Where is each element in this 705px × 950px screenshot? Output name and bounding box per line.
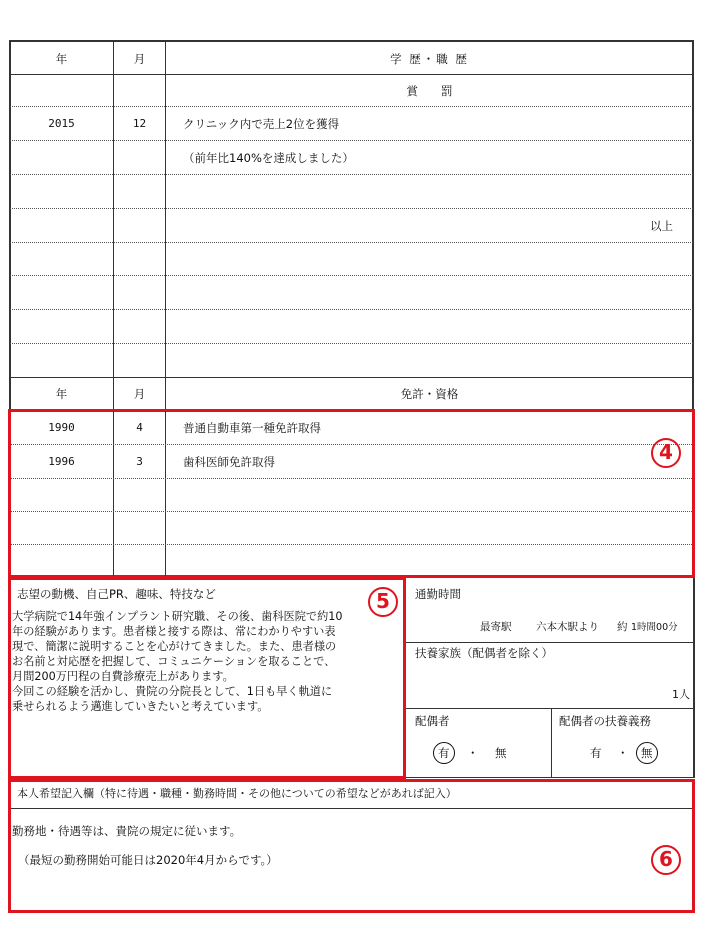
award-content: クリニック内で売上2位を獲得 (183, 117, 340, 131)
license-year-header: 年 (55, 387, 68, 401)
motivation-line: 現で、簡潔に説明することを心がけてきました。また、患者様の (12, 640, 337, 653)
header-rule (10, 74, 693, 75)
license-month: 3 (136, 455, 143, 468)
awards-title: 賞 罰 (406, 84, 453, 98)
dependents-count: 1人 (672, 688, 690, 701)
spouse-yes[interactable]: 有 (438, 746, 450, 760)
col-divider (165, 411, 166, 576)
wishes-label: 本人希望記入欄（特に待遇・職種・勤務時間・その他についての希望などがあれば記入） (17, 787, 457, 800)
spouse-support-no[interactable]: 無 (641, 746, 653, 760)
license-year: 1996 (48, 455, 75, 468)
row-rule (10, 242, 693, 243)
row-rule (10, 174, 693, 175)
license-content: 歯科医師免許取得 (183, 455, 275, 469)
license-month: 4 (136, 421, 143, 434)
motivation-label: 志望の動機、自己PR、趣味、特技など (17, 587, 216, 601)
commute-station: 六本木駅より (536, 621, 599, 633)
award-note: （前年比140%を達成しました） (183, 151, 354, 165)
row-rule (10, 208, 693, 209)
motivation-line: 大学病院で14年強インプラント研究職、その後、歯科医院で約10 (12, 610, 343, 623)
row-rule (10, 309, 693, 310)
commute-approx: 約 (617, 621, 628, 633)
row-rule (10, 377, 693, 378)
panel-divider (551, 709, 552, 778)
row-rule (10, 140, 693, 141)
panel-rule (406, 642, 693, 643)
motivation-line: 乗せられるよう邁進していきたいと考えています。 (12, 700, 269, 713)
spouse-support-yes[interactable]: 有 (590, 746, 602, 760)
commute-label: 通勤時間 (415, 587, 461, 601)
annotation-marker-6: 6 (651, 845, 681, 875)
license-month-header: 月 (133, 387, 146, 401)
commute-time: 1時間00分 (631, 622, 678, 633)
motivation-line: 今回この経験を活かし、貴院の分院長として、1日も早く軌道に (12, 685, 333, 698)
row-rule (11, 511, 692, 512)
annotation-marker-5: 5 (368, 587, 398, 617)
history-header: 学 歴・職 歴 (390, 52, 469, 66)
row-rule (10, 275, 693, 276)
motivation-line: お名前と対応歴を把握して、コミュニケーションを取ることで、 (12, 655, 336, 668)
license-content: 普通自動車第一種免許取得 (183, 421, 321, 435)
award-year: 2015 (48, 117, 75, 130)
wishes-line: （最短の勤務開始可能日は2020年4月からです。） (18, 853, 278, 867)
row-rule (11, 478, 692, 479)
license-header: 免許・資格 (400, 387, 459, 401)
closing-mark: 以上 (650, 219, 673, 233)
wishes-rule (11, 808, 692, 809)
spouse-separator: ・ (467, 746, 479, 760)
row-rule (11, 544, 692, 545)
col-divider (113, 411, 114, 576)
col-divider (113, 41, 114, 411)
motivation-line: 年の経験があります。患者様と接する際は、常にわかりやすい表 (12, 625, 336, 638)
commute-nearest: 最寄駅 (480, 621, 512, 633)
license-year: 1990 (48, 421, 75, 434)
spouse-support-separator: ・ (617, 746, 629, 760)
year-header: 年 (55, 52, 68, 66)
row-rule (10, 106, 693, 107)
spouse-label: 配偶者 (415, 714, 450, 728)
month-header: 月 (133, 52, 146, 66)
row-rule (11, 444, 692, 445)
spouse-no[interactable]: 無 (495, 746, 507, 760)
spouse-support-label: 配偶者の扶養義務 (559, 714, 651, 728)
annotation-marker-4: 4 (651, 438, 681, 468)
panel-rule (406, 708, 693, 709)
motivation-line: 月間200万円程の自費診療売上があります。 (12, 670, 234, 683)
row-rule (10, 343, 693, 344)
award-month: 12 (132, 117, 147, 130)
dependents-label: 扶養家族（配偶者を除く） (415, 646, 553, 660)
wishes-line: 勤務地・待遇等は、貴院の規定に従います。 (12, 824, 242, 838)
